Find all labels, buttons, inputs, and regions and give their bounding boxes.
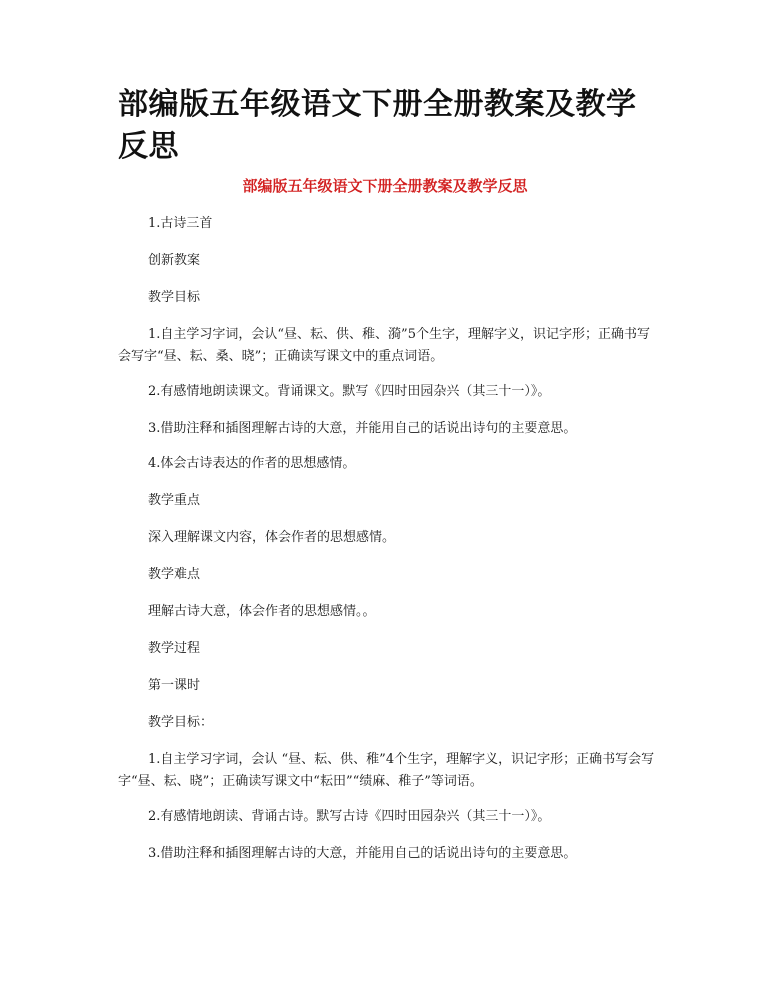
objective-paragraph: 2.有感情地朗读课文。背诵课文。默写《四时田园杂兴（其三十一）》。 [148, 384, 551, 399]
section-label: 教学目标： [148, 715, 214, 730]
section-label: 教学难点 [148, 567, 201, 582]
document-body [118, 213, 658, 878]
body-paragraph: 理解古诗大意，体会作者的思想感情。。 [148, 604, 376, 619]
section-label: 教学目标 [148, 290, 201, 305]
objective-paragraph: 2.有感情地朗读、背诵古诗。默写古诗《四时田园杂兴（其三十一）》。 [148, 809, 551, 824]
objective-paragraph: 3.借助注释和插图理解古诗的大意，并能用自己的话说出诗句的主要意思。 [148, 846, 577, 861]
objective-paragraph: 1.自主学习字词，会认“昼、耘、供、稚、漪”5个生字，理解字义，识记字形；正确书写会写字“昼、耘、桑、晓”；正确读写课文中的重点词语。 [118, 327, 650, 364]
lesson-heading: 1.古诗三首 [148, 216, 213, 231]
section-label: 教学过程 [148, 641, 201, 656]
section-label: 教学重点 [148, 493, 201, 508]
document-subtitle: 部编版五年级语文下册全册教案及教学反思 [242, 177, 528, 195]
section-label: 第一课时 [148, 678, 201, 693]
document-title: 部编版五年级语文下册全册教案及教学反思 [118, 87, 637, 164]
objective-paragraph: 3.借助注释和插图理解古诗的大意，并能用自己的话说出诗句的主要意思。 [148, 421, 577, 436]
section-label: 创新教案 [148, 253, 201, 268]
objective-paragraph: 4.体会古诗表达的作者的思想感情。 [148, 456, 356, 471]
objective-paragraph: 1.自主学习字词，会认 “昼、耘、供、稚”4个生字，理解字义，识记字形；正确书写会写字“昼、耘、晓”；正确读写课文中“耘田”“绩麻、稚子”等词语。 [118, 752, 655, 789]
body-paragraph: 深入理解课文内容，体会作者的思想感情。 [148, 530, 396, 545]
